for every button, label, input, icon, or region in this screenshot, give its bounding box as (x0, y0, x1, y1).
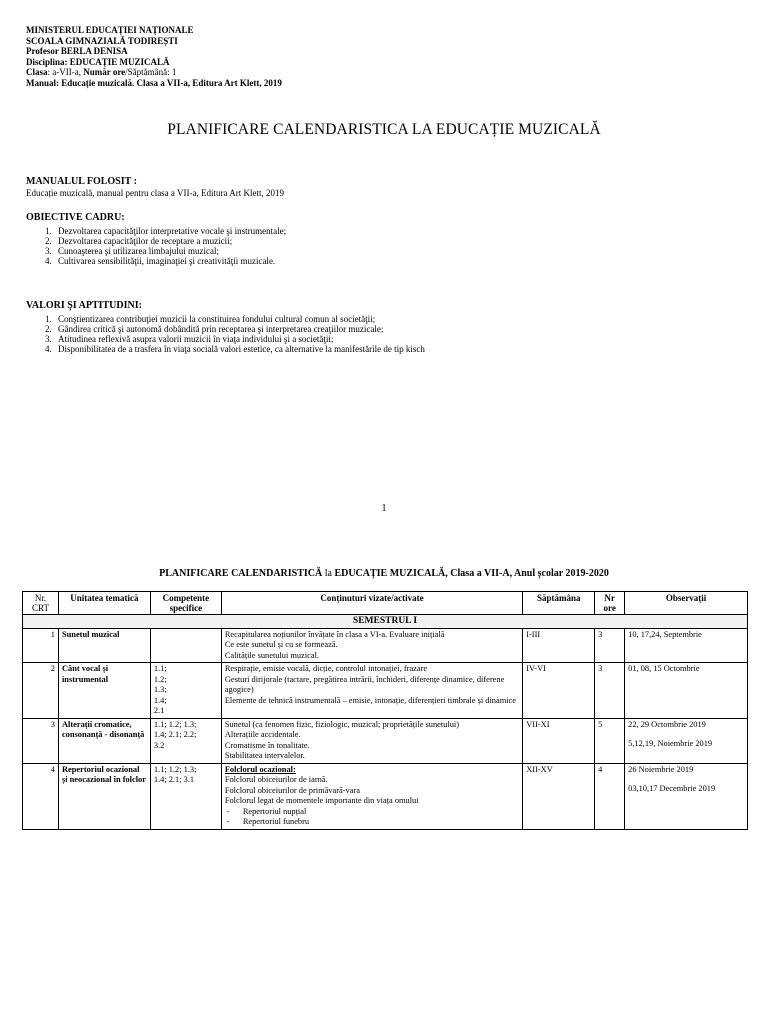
list-item: 4. Disponibilitatea de a trasfera în viaţa socială valori estetice, ca alternative la manifestările de tip kisch (54, 344, 425, 354)
cell-competences: 1.1; 1.2; 1.3; 1.4; 2.1; 2.2; 3.2 (150, 718, 221, 763)
table-row (23, 718, 748, 763)
values-heading: VALORI ŞI APTITUDINI: (26, 300, 142, 311)
table-title: PLANIFICARE CALENDARISTICĂ la EDUCAȚIE MUZICALĂ, Clasa a VII-A, Anul școlar 2019-2020 (159, 568, 609, 579)
manual-heading: MANUALUL FOLOSIT : (26, 176, 137, 187)
cell-hours: 3 (595, 663, 625, 719)
cell-competences (150, 628, 221, 663)
objectives-heading: OBIECTIVE CADRU: (26, 212, 125, 223)
cell-week: VII-XI (523, 718, 595, 763)
list-item: 1. Conştientizarea contribuţiei muzicii la constituirea fondului cultural comun al societăţii; (54, 314, 425, 324)
semester-row (23, 615, 748, 629)
cell-hours: 4 (595, 763, 625, 829)
table-row (23, 763, 748, 829)
cell-unit: Alterații cromatice, consonanță - disonanță (58, 718, 150, 763)
cell-observations: 22, 29 Octombrie 2019 5,12,19, Noiembrie 2019 (625, 718, 748, 763)
cell-week: XII-XV (523, 763, 595, 829)
cell-observations: 26 Noiembrie 2019 03,10,17 Decembrie 2019 (625, 763, 748, 829)
list-item: 4. Cultivarea sensibilităţii, imaginaţiei şi creativităţii muzicale. (54, 256, 286, 266)
list-item: 1. Dezvoltarea capacităţilor interpretative vocale şi instrumentale; (54, 226, 286, 236)
cell-nr: 4 (23, 763, 59, 829)
cell-content: Sunetul (ca fenomen fizic, fiziologic, muzical; proprietățile sunetului) Alterațiile accidentale. Cromatisme în tonalitate. Stabilitatea intervalelor. (221, 718, 522, 763)
cell-nr: 2 (23, 663, 59, 719)
cell-content: Recapitularea noțiunilor învățate în clasa a VI-a. Evaluare inițială Ce este sunetul și cu se formează. Calitățile sunetului muzical. (221, 628, 522, 663)
cell-content: Folclorul ocazional: Folclorul obiceiurilor de iarnă. Folclorul obiceiurilor de primăvară-vara Folclorul legat de momentele importante din viața omului - Repertoriul nupțial - Repertoriul funebru (221, 763, 522, 829)
discipline-line: Disciplina: EDUCAȚIE MUZICALĂ (26, 56, 170, 67)
cell-competences: 1.1; 1.2; 1.3; 1.4; 2.1; 3.1 (150, 763, 221, 829)
school-header (26, 25, 282, 88)
cell-observations: 01, 08, 15 Octombrie (625, 663, 748, 719)
list-item: 2. Dezvoltarea capacităţilor de receptare a muzicii; (54, 236, 286, 246)
cell-week: I-III (523, 628, 595, 663)
cell-week: IV-VI (523, 663, 595, 719)
manual-line: Manual: Educație muzicală. Clasa a VII-a, Editura Art Klett, 2019 (26, 77, 282, 88)
list-item: 3. Cunoaşterea şi utilizarea limbajului muzical; (54, 246, 286, 256)
cell-hours: 3 (595, 628, 625, 663)
planning-table (22, 591, 748, 830)
cell-hours: 5 (595, 718, 625, 763)
manual-text: Educație muzicală, manual pentru clasa a VII-a, Editura Art Klett, 2019 (26, 188, 284, 198)
values-list (26, 314, 425, 354)
cell-nr: 3 (23, 718, 59, 763)
ministry-line: MINISTERUL EDUCAȚIEI NAȚIONALE (26, 25, 194, 35)
teacher-line: Profesor BERLA DENISA (26, 46, 128, 56)
col-header-observations: Observații (625, 592, 748, 615)
page-title: PLANIFICARE CALENDARISTICA LA EDUCAȚIE MUZICALĂ (167, 121, 601, 138)
col-header-content: Conținuturi vizate/activate (221, 592, 522, 615)
cell-competences: 1.1; 1.2; 1.3; 1.4; 2.1 (150, 663, 221, 719)
table-row (23, 628, 748, 663)
cell-unit: Repertoriul ocazional și neocazional în folclor (58, 763, 150, 829)
col-header-competences: Competente specifice (150, 592, 221, 615)
cell-content: Respirație, emisie vocală, dicție, controlul intonației, frazare Gesturi dirijorale (tactare, pregătirea intrării, închideri, diferențe dinamice, diferene agogice) Elemente de tehnică instrumentală – emisie, intonație, diferențieri timbrale și dinamice (221, 663, 522, 719)
table-row (23, 663, 748, 719)
page-number: 1 (381, 503, 387, 514)
cell-unit: Sunetul muzical (58, 628, 150, 663)
col-header-hours: Nr ore (595, 592, 625, 615)
table-header-row (23, 592, 748, 615)
semester-label: SEMESTRUL I (23, 615, 748, 629)
school-line: SCOALA GIMNAZIALĂ TODIREȘTI (26, 35, 178, 46)
col-header-nr: Nr. CRT (23, 592, 59, 615)
list-item: 3. Atitudinea reflexivă asupra valorii muzicii în viaţa individului şi a societăţii; (54, 334, 425, 344)
cell-nr: 1 (23, 628, 59, 663)
col-header-week: Săptămâna (523, 592, 595, 615)
cell-observations: 10, 17,24, Septembrie (625, 628, 748, 663)
cell-unit: Cânt vocal și instrumental (58, 663, 150, 719)
class-line: Clasa: a-VII-a, Număr ore/Săptămână: 1 (26, 67, 177, 77)
objectives-list (26, 226, 286, 266)
col-header-unit: Unitatea tematică (58, 592, 150, 615)
list-item: 2. Gândirea critică şi autonomă dobândită prin receptarea şi interpretarea creaţiilor muzicale; (54, 324, 425, 334)
